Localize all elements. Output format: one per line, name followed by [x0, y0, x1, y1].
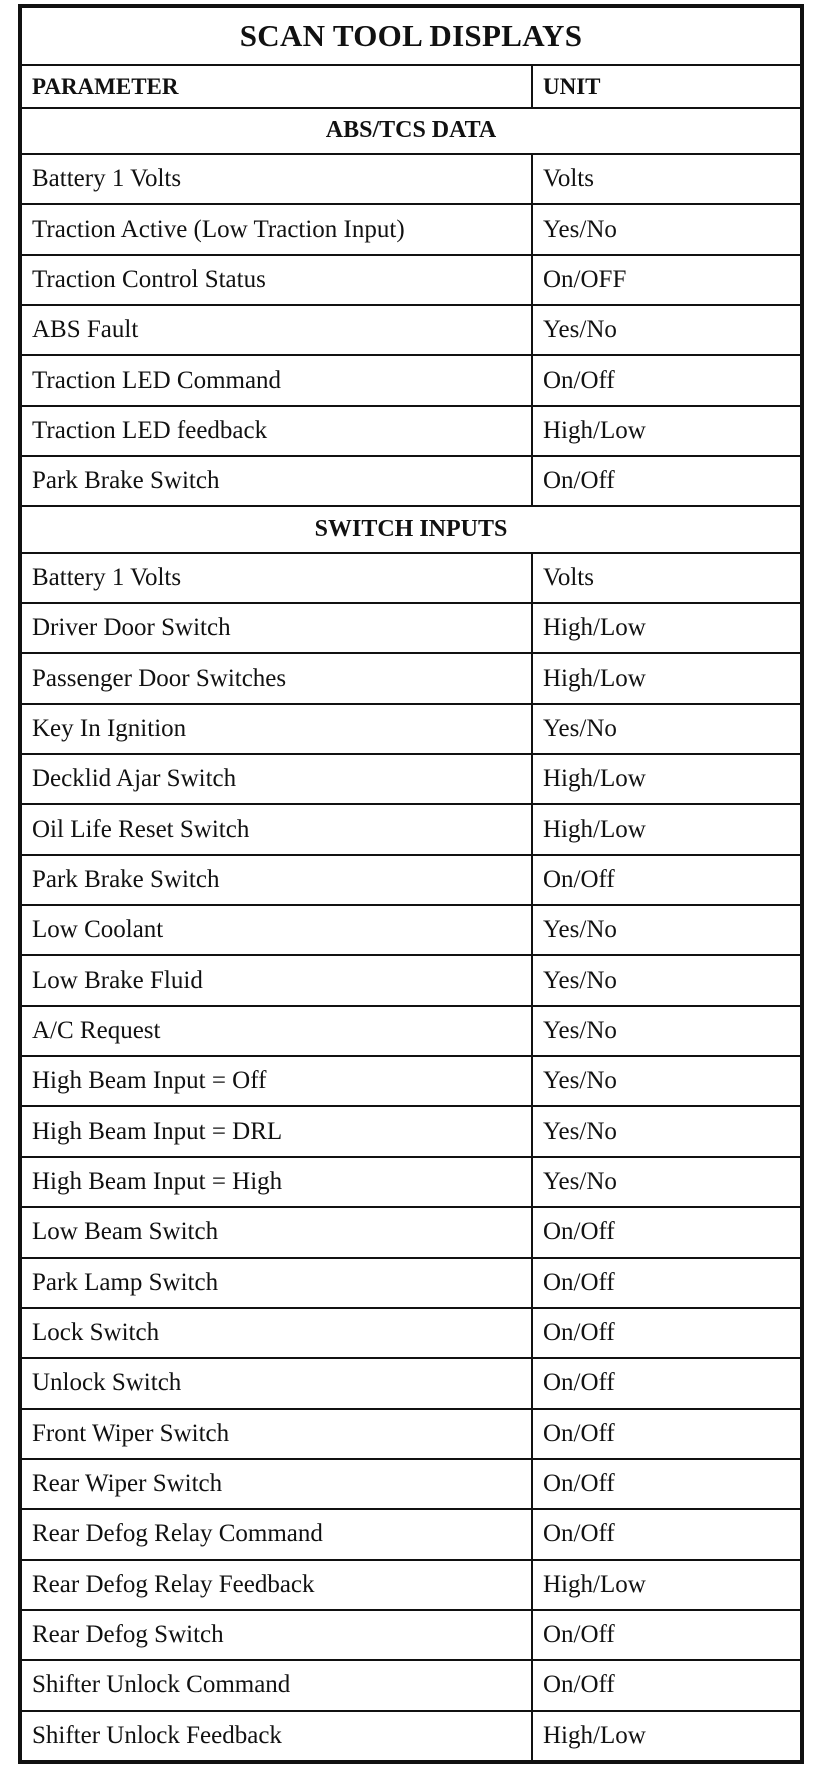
scan-tool-table-frame: [18, 4, 804, 1764]
table-row: [22, 1711, 800, 1760]
parameter-cell: Rear Wiper Switch: [22, 1459, 532, 1509]
parameter-cell: Decklid Ajar Switch: [22, 754, 532, 804]
table-row: [22, 553, 800, 603]
unit-cell: On/OFF: [532, 255, 800, 305]
table-row: [22, 1258, 800, 1308]
unit-cell: High/Low: [532, 1711, 800, 1760]
parameter-cell: Low Coolant: [22, 905, 532, 955]
parameter-cell: Park Brake Switch: [22, 456, 532, 506]
table-row: [22, 1509, 800, 1559]
parameter-cell: Low Brake Fluid: [22, 955, 532, 1005]
table-row: [22, 1106, 800, 1156]
table-row: [22, 653, 800, 703]
unit-cell: Yes/No: [532, 1106, 800, 1156]
parameter-cell: High Beam Input = Off: [22, 1056, 532, 1106]
unit-cell: On/Off: [532, 1660, 800, 1710]
table-row: [22, 955, 800, 1005]
unit-cell: Yes/No: [532, 955, 800, 1005]
table-row: [22, 1409, 800, 1459]
parameter-cell: Low Beam Switch: [22, 1207, 532, 1257]
parameter-cell: Traction LED feedback: [22, 406, 532, 456]
table-row: [22, 355, 800, 405]
unit-cell: On/Off: [532, 355, 800, 405]
table-row: [22, 1157, 800, 1207]
unit-cell: Yes/No: [532, 305, 800, 355]
table-row: [22, 1308, 800, 1358]
section-heading: ABS/TCS DATA: [22, 108, 800, 154]
parameter-cell: Battery 1 Volts: [22, 553, 532, 603]
section-heading-row: [22, 506, 800, 552]
unit-cell: Volts: [532, 154, 800, 204]
column-header-row: [22, 65, 800, 107]
unit-cell: High/Low: [532, 804, 800, 854]
unit-cell: Yes/No: [532, 1157, 800, 1207]
unit-cell: High/Low: [532, 1560, 800, 1610]
table-row: [22, 1207, 800, 1257]
table-row: [22, 406, 800, 456]
parameter-cell: Traction LED Command: [22, 355, 532, 405]
parameter-cell: A/C Request: [22, 1006, 532, 1056]
table-title: SCAN TOOL DISPLAYS: [22, 8, 800, 65]
unit-cell: Yes/No: [532, 1006, 800, 1056]
parameter-cell: Front Wiper Switch: [22, 1409, 532, 1459]
unit-cell: On/Off: [532, 1610, 800, 1660]
parameter-cell: Traction Active (Low Traction Input): [22, 204, 532, 254]
table-row: [22, 603, 800, 653]
table-row: [22, 1056, 800, 1106]
column-header-unit: UNIT: [532, 65, 800, 107]
unit-cell: On/Off: [532, 1509, 800, 1559]
table-row: [22, 1560, 800, 1610]
unit-cell: Yes/No: [532, 1056, 800, 1106]
parameter-cell: Unlock Switch: [22, 1358, 532, 1408]
unit-cell: On/Off: [532, 1358, 800, 1408]
parameter-cell: Key In Ignition: [22, 704, 532, 754]
section-heading-row: [22, 108, 800, 154]
parameter-cell: Traction Control Status: [22, 255, 532, 305]
table-title-row: [22, 8, 800, 65]
unit-cell: Yes/No: [532, 704, 800, 754]
table-row: [22, 305, 800, 355]
unit-cell: On/Off: [532, 1409, 800, 1459]
parameter-cell: Shifter Unlock Command: [22, 1660, 532, 1710]
scan-tool-table: [22, 8, 800, 1760]
unit-cell: On/Off: [532, 1459, 800, 1509]
unit-cell: On/Off: [532, 456, 800, 506]
parameter-cell: Park Brake Switch: [22, 855, 532, 905]
table-row: [22, 1358, 800, 1408]
parameter-cell: Battery 1 Volts: [22, 154, 532, 204]
table-row: [22, 1610, 800, 1660]
table-row: [22, 754, 800, 804]
table-row: [22, 456, 800, 506]
parameter-cell: High Beam Input = High: [22, 1157, 532, 1207]
parameter-cell: Driver Door Switch: [22, 603, 532, 653]
parameter-cell: Park Lamp Switch: [22, 1258, 532, 1308]
parameter-cell: Rear Defog Relay Command: [22, 1509, 532, 1559]
table-row: [22, 804, 800, 854]
table-row: [22, 204, 800, 254]
unit-cell: Volts: [532, 553, 800, 603]
parameter-cell: Rear Defog Relay Feedback: [22, 1560, 532, 1610]
table-row: [22, 855, 800, 905]
unit-cell: On/Off: [532, 855, 800, 905]
unit-cell: High/Low: [532, 406, 800, 456]
table-row: [22, 1006, 800, 1056]
parameter-cell: Passenger Door Switches: [22, 653, 532, 703]
unit-cell: On/Off: [532, 1308, 800, 1358]
table-row: [22, 1660, 800, 1710]
parameter-cell: Shifter Unlock Feedback: [22, 1711, 532, 1760]
parameter-cell: ABS Fault: [22, 305, 532, 355]
table-row: [22, 255, 800, 305]
table-body: [22, 8, 800, 1760]
unit-cell: On/Off: [532, 1207, 800, 1257]
unit-cell: High/Low: [532, 754, 800, 804]
section-heading: SWITCH INPUTS: [22, 506, 800, 552]
unit-cell: On/Off: [532, 1258, 800, 1308]
unit-cell: Yes/No: [532, 204, 800, 254]
parameter-cell: Oil Life Reset Switch: [22, 804, 532, 854]
table-row: [22, 905, 800, 955]
unit-cell: High/Low: [532, 603, 800, 653]
parameter-cell: High Beam Input = DRL: [22, 1106, 532, 1156]
unit-cell: High/Low: [532, 653, 800, 703]
table-row: [22, 704, 800, 754]
parameter-cell: Rear Defog Switch: [22, 1610, 532, 1660]
table-row: [22, 1459, 800, 1509]
parameter-cell: Lock Switch: [22, 1308, 532, 1358]
table-row: [22, 154, 800, 204]
column-header-parameter: PARAMETER: [22, 65, 532, 107]
unit-cell: Yes/No: [532, 905, 800, 955]
